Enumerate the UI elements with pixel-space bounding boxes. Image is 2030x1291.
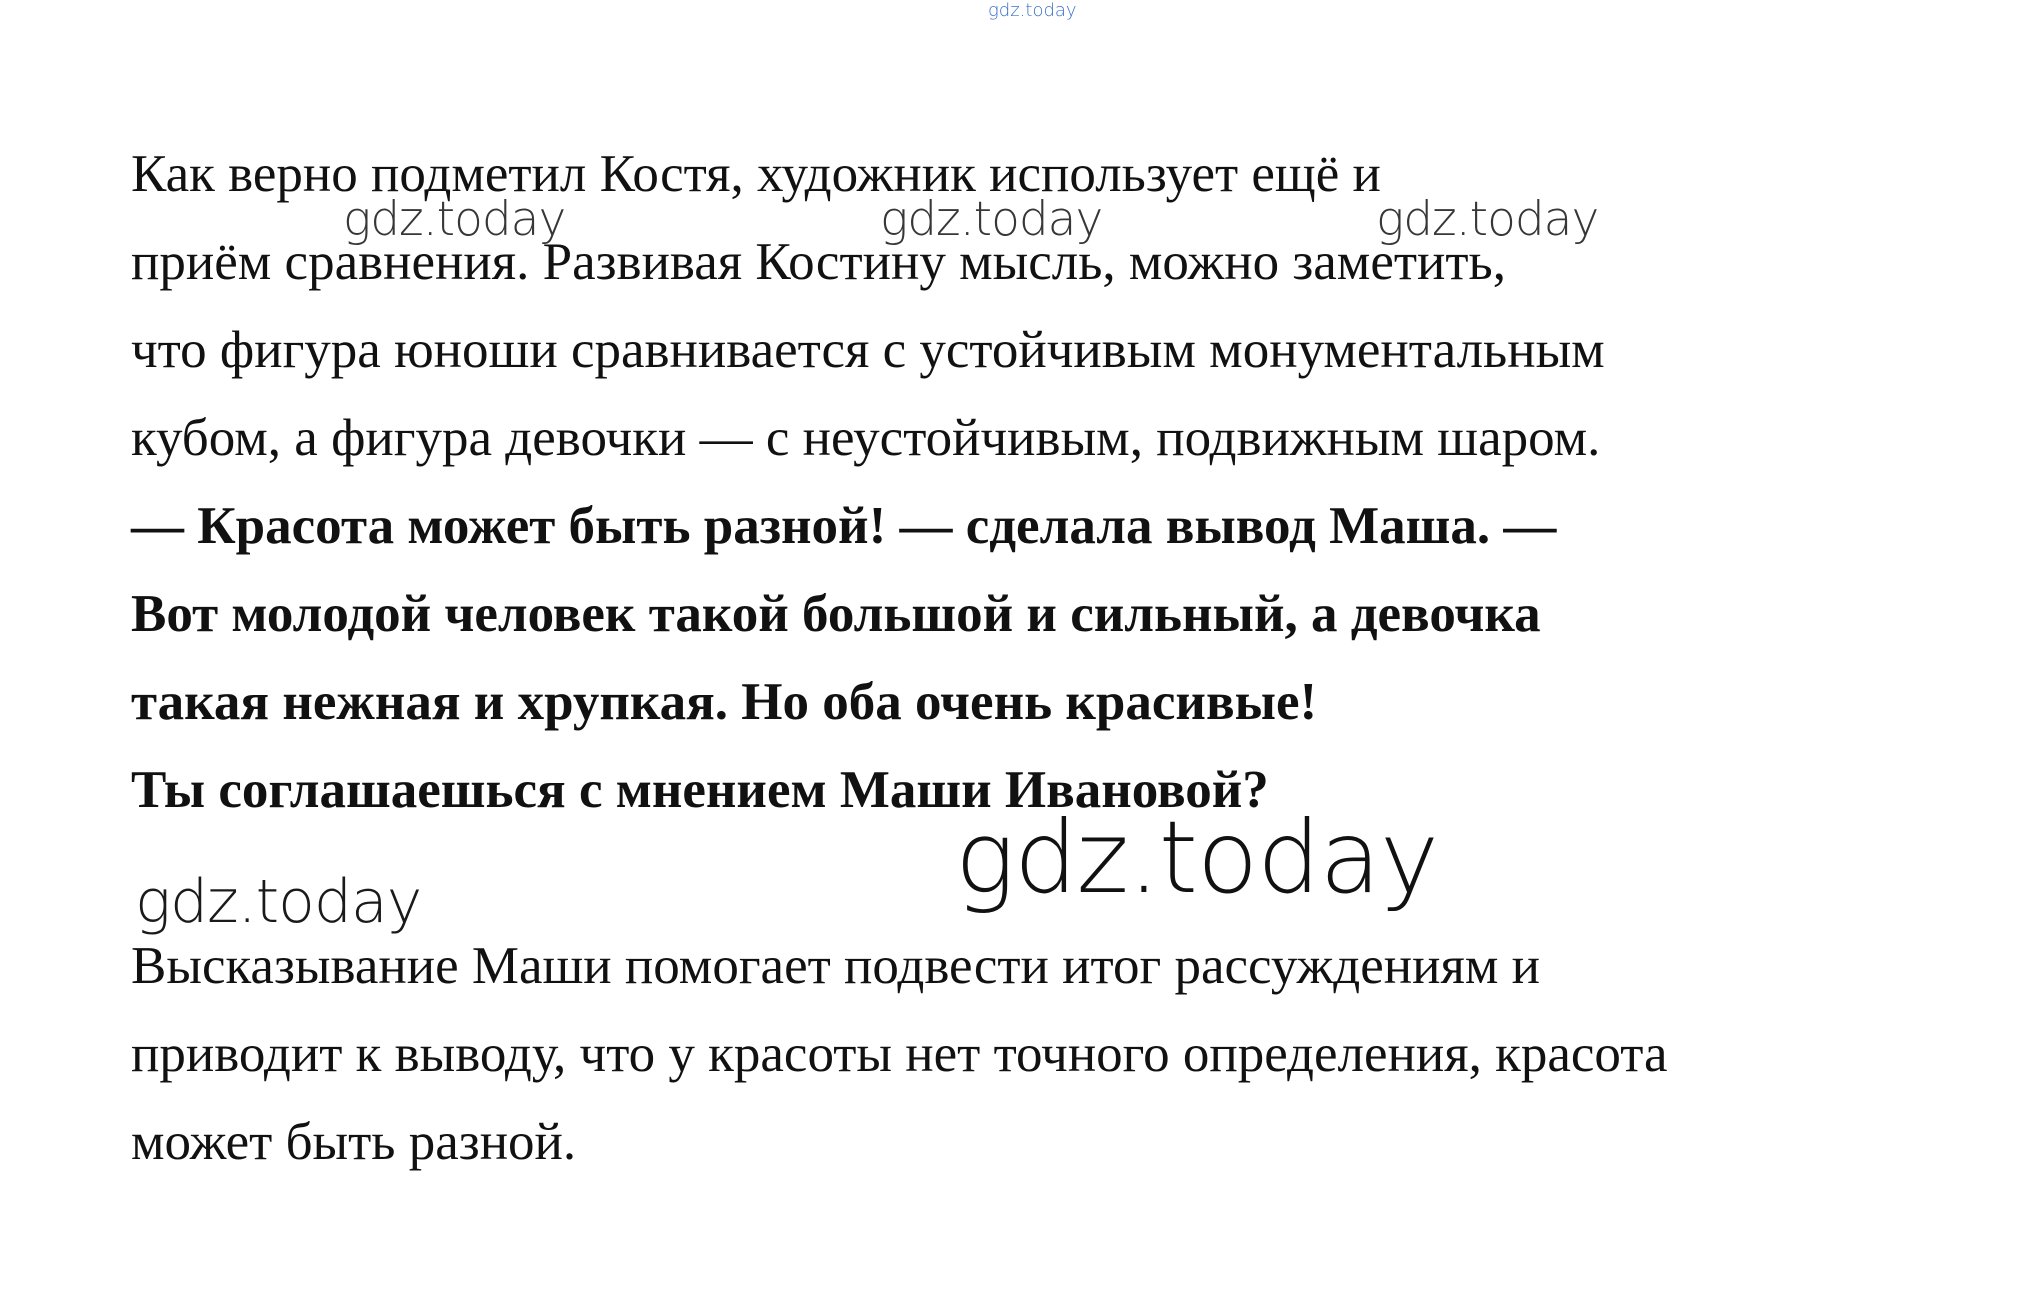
question-line-4: Ты соглашаешься с мнением Маши Ивановой? <box>131 761 1269 819</box>
paragraph-line-1: Как верно подметил Костя, художник использует ещё и <box>131 145 1381 203</box>
paragraph-line-3: что фигура юноши сравнивается с устойчивым монументальным <box>131 321 1605 379</box>
paragraph-line-2: приём сравнения. Развивая Костину мысль, можно заметить, <box>131 233 1506 291</box>
watermark-row1-c: gdz.today <box>1376 192 1599 247</box>
watermark-row1-a: gdz.today <box>343 192 566 247</box>
question-line-2: Вот молодой человек такой большой и сильный, а девочка <box>131 585 1541 643</box>
watermark-row1-b: gdz.today <box>880 192 1103 247</box>
question-line-1: — Красота может быть разной! — сделала вывод Маша. — <box>131 497 1557 555</box>
watermark-large: gdz.today <box>955 799 1439 916</box>
paragraph-line-4: кубом, а фигура девочки — с неустойчивым, подвижным шаром. <box>131 409 1601 467</box>
answer-line-2: приводит к выводу, что у красоты нет точного определения, красота <box>131 1025 1668 1083</box>
answer-line-3: может быть разной. <box>131 1113 577 1171</box>
question-line-3: такая нежная и хрупкая. Но оба очень красивые! <box>131 673 1318 731</box>
watermark-top: gdz.today <box>988 0 1077 21</box>
answer-line-1: Высказывание Маши помогает подвести итог рассуждениям и <box>131 937 1541 995</box>
watermark-left: gdz.today <box>135 867 422 937</box>
